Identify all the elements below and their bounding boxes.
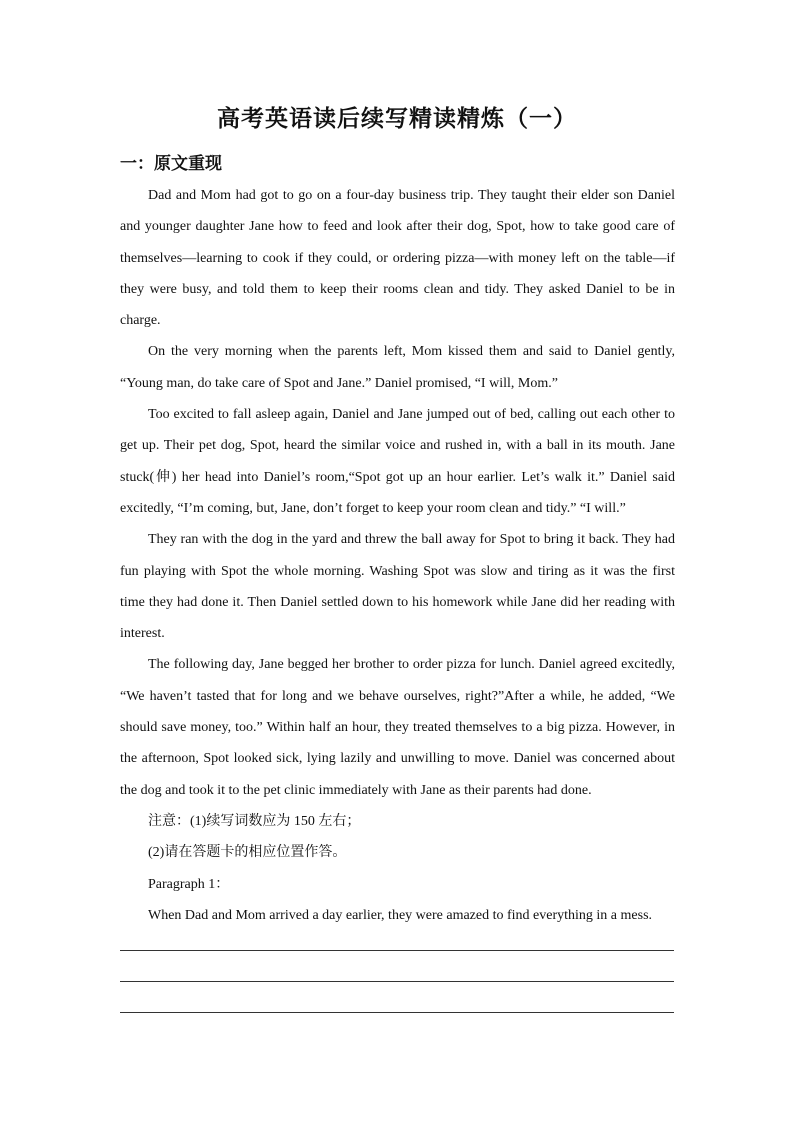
paragraph-2: On the very morning when the parents left, Mom kissed them and said to Daniel gently, “Young man, do take care of Spot and Jane.” Daniel promised, “I will, Mom.” <box>120 344 675 391</box>
answer-line-1 <box>120 950 674 951</box>
answer-line-2 <box>120 981 674 982</box>
paragraph-3: Too excited to fall asleep again, Daniel and Jane jumped out of bed, calling out each other to get up. Their pet dog, Spot, heard the similar voice and rushed in, with a ball in its mouth. Jane stuck(伸) her head into Daniel’s room,“Spot got up an hour earlier. Let’s walk it.” Daniel said excitedly, “I’m coming, but, Jane, don’t forget to keep your room clean and tidy.” “I will.” <box>120 407 675 516</box>
note-answer-location: (2)请在答题卡的相应位置作答。 <box>148 845 347 861</box>
document-body <box>120 180 675 931</box>
note-word-count: 注意：(1)续写词数应为 150 左右； <box>148 813 361 829</box>
answer-line-3 <box>120 1012 674 1013</box>
paragraph-5: The following day, Jane begged her brother to order pizza for lunch. Daniel agreed excitedly, “We haven’t tasted that for long and we behave ourselves, right?”After a while, he added, “We should save money, too.” Within half an hour, they treated themselves to a big pizza. However, in the afternoon, Spot looked sick, lying lazily and unwilling to move. Daniel was concerned about the dog and took it to the pet clinic immediately with Jane as their parents had done. <box>120 657 675 798</box>
paragraph-4: They ran with the dog in the yard and threw the ball away for Spot to bring it back. They had fun playing with Spot the whole morning. Washing Spot was slow and tiring as it was the first time they had done it. Then Daniel settled down to his homework while Jane did her reading with interest. <box>120 532 675 642</box>
continuation-prompt: When Dad and Mom arrived a day earlier, they were amazed to find everything in a mess. <box>148 907 653 923</box>
paragraph-label: Paragraph 1： <box>148 876 230 892</box>
section-heading: 一：原文重现 <box>120 154 222 174</box>
paragraph-1: Dad and Mom had got to go on a four-day business trip. They taught their elder son Daniel and younger daughter Jane how to feed and look after their dog, Spot, how to take good care of themselves—learning to cook if they could, or ordering pizza—with money left on the table—if they were busy, and told them to keep their rooms clean and tidy. They asked Daniel to be in charge. <box>120 188 675 329</box>
document-title: 高考英语读后续写精读精炼（一） <box>217 106 577 132</box>
